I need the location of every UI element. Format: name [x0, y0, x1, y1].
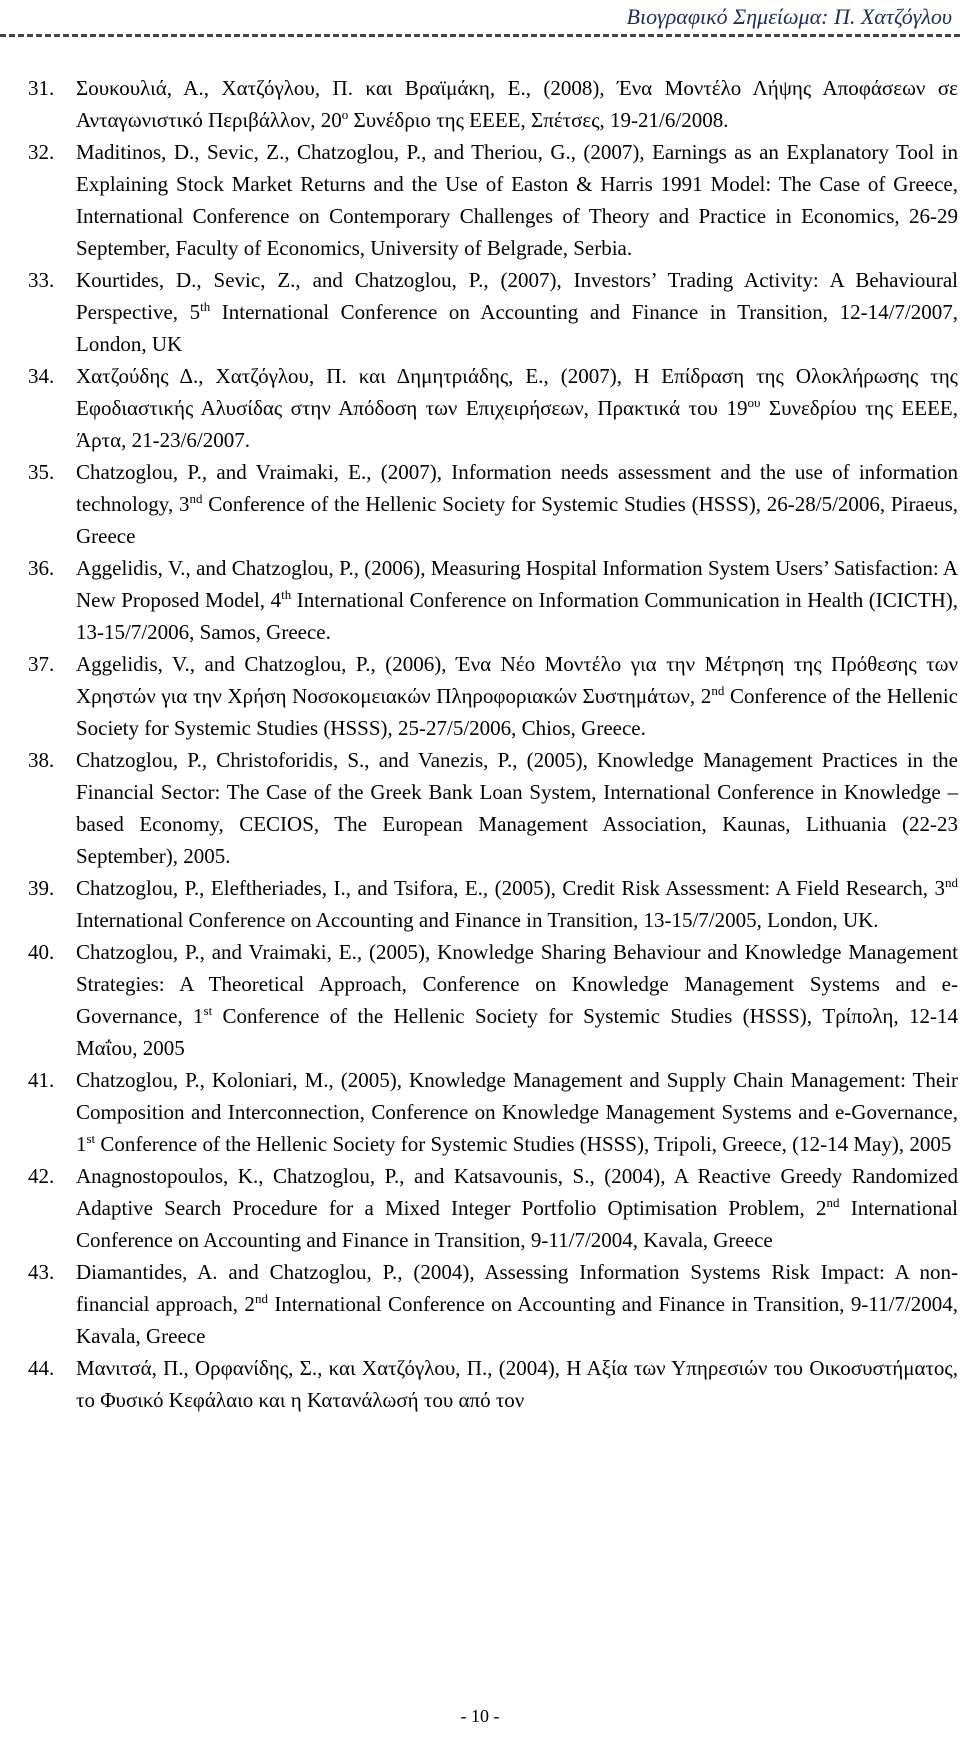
reference-text-run: Σουκουλιά, Α., Χατζόγλου, Π. και Βραϊμάκη, Ε., (2008), Ένα Μοντέλο Λήψης Αποφάσεων σε Ανταγωνιστικό Περιβάλλον, 20 — [76, 76, 958, 132]
reference-text-run: International Conference on Accounting and Finance in Transition, 9-11/7/2004, Kavala, Greece — [76, 1292, 958, 1348]
superscript-ordinal: nd — [711, 683, 725, 698]
reference-item — [28, 456, 958, 552]
reference-number: 38. — [28, 748, 55, 772]
reference-number: 32. — [28, 140, 55, 164]
reference-item — [28, 744, 958, 872]
reference-text-run: International Conference on Accounting and Finance in Transition, 12-14/7/2007, London, UK — [76, 300, 959, 356]
reference-text — [76, 648, 958, 744]
superscript-ordinal: th — [281, 587, 292, 602]
reference-text — [76, 744, 958, 872]
reference-text-run: Chatzoglou, P., and Vraimaki, E., (2007), Information needs assessment and the use of information technology, 3 — [76, 460, 958, 516]
reference-text-run: Chatzoglou, P., Eleftheriades, I., and Tsifora, E., (2005), Credit Risk Assessment: A Field Research, 3 — [76, 876, 945, 900]
reference-text-run: Χατζούδης Δ., Χατζόγλου, Π. και Δημητριάδης, Ε., (2007), Η Επίδραση της Ολοκλήρωσης της Εφοδιαστικής Αλυσίδας στην Απόδοση των Επιχειρήσεων, Πρακτικά του 19 — [76, 364, 958, 420]
reference-text-run: Μανιτσά, Π., Ορφανίδης, Σ., και Χατζόγλου, Π., (2004), Η Αξία των Υπηρεσιών του Οικοσυστήματος, το Φυσικό Κεφάλαιο και η Κατανάλωσή του από τον — [76, 1356, 958, 1412]
reference-text-run: International Conference on Information Communication in Health (ICICTH), 13-15/7/2006, Samos, Greece. — [76, 588, 958, 644]
reference-number: 33. — [28, 268, 55, 292]
reference-item — [28, 360, 958, 456]
reference-item — [28, 1160, 958, 1256]
reference-text-run: Conference of the Hellenic Society for Systemic Studies (HSSS), 25-27/5/2006, Chios, Greece. — [76, 684, 958, 740]
reference-text-run: Diamantides, A. and Chatzoglou, P., (2004), Assessing Information Systems Risk Impact: A non-financial approach, 2 — [76, 1260, 958, 1316]
reference-text-run: Chatzoglou, P., Koloniari, M., (2005), Knowledge Management and Supply Chain Management: Their Composition and Interconnection, Conference on Knowledge Management Systems and e-Governance, 1 — [76, 1068, 958, 1156]
reference-number: 43. — [28, 1260, 55, 1284]
page-number: - 10 - — [460, 1706, 500, 1726]
reference-number: 36. — [28, 556, 55, 580]
reference-item — [28, 264, 958, 360]
reference-number: 41. — [28, 1068, 55, 1092]
superscript-ordinal: nd — [826, 1195, 840, 1210]
reference-text-run: Chatzoglou, P., Christoforidis, S., and Vanezis, P., (2005), Knowledge Management Practices in the Financial Sector: The Case of the Greek Bank Loan System, International Conference in Knowledge –based Economy, CECIOS, The European Management Association, Kaunas, Lithuania (22-23 September), 2005. — [76, 748, 958, 868]
superscript-ordinal: ο — [341, 107, 349, 122]
reference-item — [28, 936, 958, 1064]
reference-item — [28, 1352, 958, 1416]
reference-text-run: Anagnostopoulos, K., Chatzoglou, P., and Katsavounis, S., (2004), A Reactive Greedy Randomized Adaptive Search Procedure for a Mixed Integer Portfolio Optimisation Problem, 2 — [76, 1164, 958, 1220]
reference-item — [28, 136, 958, 264]
reference-text — [76, 136, 958, 264]
superscript-ordinal: nd — [254, 1291, 268, 1306]
reference-text-run: Aggelidis, V., and Chatzoglou, P., (2006), Ένα Νέο Μοντέλο για την Μέτρηση της Πρόθεσης των Χρηστών για την Χρήση Νοσοκομειακών Πληροφοριακών Συστημάτων, 2 — [76, 652, 958, 708]
reference-item — [28, 1064, 958, 1160]
reference-item — [28, 1256, 958, 1352]
reference-number: 31. — [28, 76, 55, 100]
reference-number: 44. — [28, 1356, 55, 1380]
reference-text — [76, 936, 958, 1064]
reference-text-run: Conference of the Hellenic Society for Systemic Studies (HSSS), 26-28/5/2006, Piraeus, Greece — [76, 492, 958, 548]
reference-text — [76, 1064, 958, 1160]
reference-text — [76, 456, 958, 552]
reference-number: 34. — [28, 364, 55, 388]
reference-item — [28, 72, 958, 136]
header-divider — [0, 34, 960, 37]
reference-text-run: Kourtides, D., Sevic, Z., and Chatzoglou, P., (2007), Investors’ Trading Activity: A Behavioural Perspective, 5 — [76, 268, 958, 324]
reference-list — [28, 72, 958, 1416]
reference-text — [76, 552, 958, 648]
reference-text — [76, 1256, 958, 1352]
reference-item — [28, 872, 958, 936]
reference-text-run: Συνέδριο της ΕΕΕΕ, Σπέτσες, 19-21/6/2008. — [348, 108, 729, 132]
header-title: Βιογραφικό Σημείωμα: Π. Χατζόγλου — [626, 4, 952, 29]
reference-text-run: Chatzoglou, P., and Vraimaki, E., (2005), Knowledge Sharing Behaviour and Knowledge Management Strategies: A Theoretical Approach, Conference on Knowledge Management Systems and e-Governance, 1 — [76, 940, 958, 1028]
reference-text — [76, 264, 958, 360]
superscript-ordinal: st — [203, 1003, 213, 1018]
reference-text-run: Conference of the Hellenic Society for Systemic Studies (HSSS), Τρίπολη, 12-14 Μαΐου, 2005 — [76, 1004, 958, 1060]
reference-item — [28, 552, 958, 648]
reference-number: 39. — [28, 876, 55, 900]
reference-text-run: Aggelidis, V., and Chatzoglou, P., (2006), Measuring Hospital Information System Users’ Satisfaction: A New Proposed Model, 4 — [76, 556, 958, 612]
reference-item — [28, 648, 958, 744]
reference-text — [76, 72, 958, 136]
superscript-ordinal: nd — [945, 875, 958, 890]
reference-number: 37. — [28, 652, 55, 676]
reference-text-run: Conference of the Hellenic Society for Systemic Studies (HSSS), Tripoli, Greece, (12-14 May), 2005 — [95, 1132, 952, 1156]
reference-number: 42. — [28, 1164, 55, 1188]
superscript-ordinal: ου — [747, 395, 761, 410]
reference-text — [76, 1352, 958, 1416]
reference-number: 35. — [28, 460, 55, 484]
reference-text — [76, 872, 958, 936]
reference-text — [76, 360, 958, 456]
reference-text-run: International Conference on Accounting and Finance in Transition, 9-11/7/2004, Kavala, Greece — [76, 1196, 958, 1252]
superscript-ordinal: th — [200, 299, 211, 314]
superscript-ordinal: st — [86, 1131, 96, 1146]
reference-number: 40. — [28, 940, 55, 964]
reference-text-run: Maditinos, D., Sevic, Z., Chatzoglou, P., and Theriou, G., (2007), Earnings as an Explanatory Tool in Explaining Stock Market Returns and the Use of Easton & Harris 1991 Model: The Case of Greece, International Conference on Contemporary Challenges of Theory and Practice in Economics, 26-29 September, Faculty of Economics, University of Belgrade, Serbia. — [76, 140, 958, 260]
reference-text-run: International Conference on Accounting and Finance in Transition, 13-15/7/2005, London, UK. — [76, 908, 879, 932]
reference-text — [76, 1160, 958, 1256]
superscript-ordinal: nd — [189, 491, 203, 506]
reference-text-run: Συνεδρίου της ΕΕΕΕ, Άρτα, 21-23/6/2007. — [76, 396, 958, 452]
